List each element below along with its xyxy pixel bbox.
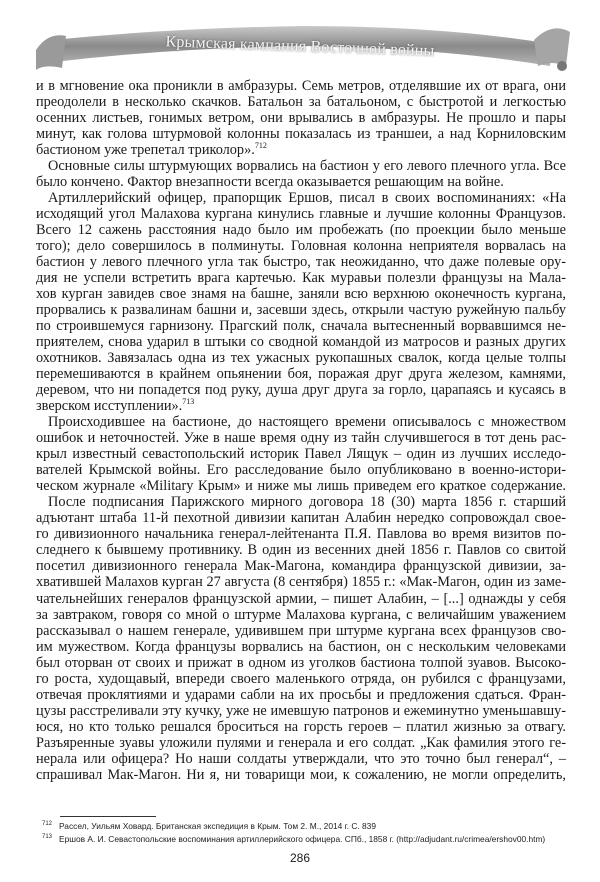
text-line: [36, 78, 566, 94]
text-line-content: Происходившее на бастионе, до настоящего времени описывалось с множеством: [48, 414, 566, 431]
text-line: [36, 302, 566, 318]
text-line-content: за завтраком, говоря со мной о штурме Малахова кургана, с величайшим уважением: [36, 606, 566, 623]
text-line-content: Артиллерийский офицер, прапорщик Ершов, писал в своих воспоминаниях: «На: [48, 190, 566, 207]
text-line: [36, 190, 566, 206]
text-line-content: хов курган завидев свое знамя на башне, заняли всю верхнюю оконечность кургана,: [36, 286, 566, 303]
text-line-content: охотников. Завязалась одна из тех ужасных рукопашных свалок, когда целые толпы: [36, 350, 566, 367]
text-line: [36, 671, 566, 687]
text-line: [36, 158, 566, 174]
text-line: [36, 382, 566, 398]
text-line: [36, 510, 566, 526]
text-line-content: по строившемуся гарнизону. Прагский полк, сначала вытесненный ворвавшимся не-: [36, 318, 566, 335]
text-line: [36, 254, 566, 270]
footnote-713: [42, 834, 545, 844]
footnote-number: 713: [42, 834, 53, 840]
header-ribbon: [22, 10, 578, 72]
page-number: 286: [289, 851, 311, 865]
text-line: [36, 110, 566, 126]
text-line: [36, 767, 566, 783]
running-header-title: Крымская кампания Восточной войны: [165, 33, 435, 60]
text-line: [36, 286, 566, 302]
text-line-content: перемешиваются в крайнем опьянении боя, поражая друг друга железом, камнями,: [36, 366, 566, 383]
text-line-content: приятелем, снова ударил в штыки со сводной командой из матросов и разных других: [36, 334, 566, 351]
text-line-content: зверском исступлении».: [36, 398, 183, 415]
text-line: [36, 366, 566, 382]
paragraph: [36, 414, 566, 494]
text-line-content: го роста, худощавый, впереди своего маленького отряда, он рубился с французами,: [36, 670, 566, 687]
paragraph: [36, 158, 566, 190]
text-line: [36, 270, 566, 286]
text-line-content: и в мгновение ока проникли в амбразуры. Семь метров, отделявшие их от врага, они: [36, 78, 566, 94]
text-line-content: того); дело совершилось в полминуты. Головная колонна неприятеля ворвалась на: [36, 238, 566, 255]
footnote-text: Рассел, Уильям Ховард. Британская экспедиция в Крым. Том 2. М., 2014 г. С. 839: [59, 821, 376, 831]
body-text: [36, 78, 566, 783]
text-line-content: следнего к бывшему противнику. В один из весенних дней 1856 г. Павлов со свитой: [36, 542, 566, 559]
text-line: [36, 238, 566, 254]
text-line-content: бастионом уже трепетал триколор».: [36, 142, 255, 159]
text-line: [36, 735, 566, 751]
text-line-content: посетил дивизионного генерала Мак-Магона, командира французской дивизии, за-: [36, 558, 566, 575]
text-line: [36, 494, 566, 510]
text-line-content: вателей Крымской войны. Его расследование было опубликовано в военно-истори-: [36, 462, 566, 479]
text-line-content: цузы расстреливали эту кучку, уже не имевшую патронов и ежеминутно уменьшавшу-: [36, 702, 566, 719]
text-line-content: го дивизионного начальника генерал-лейтенанта П.Я. Павлова во время визитов по-: [36, 526, 566, 543]
text-line-content: преодолели в несколько скачков. Батальон за батальоном, с быстротой и легкостью: [36, 94, 566, 111]
text-line-content: бастион у левого плечного угла так быстро, так неожиданно, что даже полевые ору-: [36, 254, 566, 271]
text-line-content: осенних листьев, гонимых ветром, они врывались в амбразуры. Не прошло и пары: [36, 110, 566, 127]
text-line: [36, 607, 566, 623]
text-line: [36, 222, 566, 238]
text-line: [36, 655, 566, 671]
text-line-content: чательнейших генералов французской армии, – пишет Алабин, – [...] однажды у себя: [36, 590, 566, 607]
text-line: [36, 623, 566, 639]
text-line: [36, 639, 566, 655]
paragraph: [36, 190, 566, 414]
footnote-712: [42, 821, 376, 831]
text-line: [36, 574, 566, 590]
text-line: [36, 446, 566, 462]
text-line: [36, 430, 566, 446]
text-line: [36, 334, 566, 350]
text-line-content: было кончено. Фактор внезапности всегда оказывается решающим на войне.: [36, 174, 504, 191]
text-line: [36, 558, 566, 574]
footnote-reference[interactable]: 713: [182, 397, 195, 407]
footnote-text: Ершов А. И. Севастопольские воспоминания артиллерийского офицера. СПб., 1858 г. (http://adjudant.ru/crimea/ershov00.htm): [59, 834, 546, 844]
text-line: [36, 719, 566, 735]
text-line-content: прорвались к развалинам башни и, засевши здесь, открыли частую ружейную пальбу: [36, 302, 566, 319]
text-line-content: им мужеством. Когда французы ворвались на бастион, он с нескольким человеками: [36, 638, 566, 655]
paragraph: [36, 78, 566, 158]
text-line: [36, 751, 566, 767]
paragraph: [36, 494, 566, 782]
footnote-divider: [60, 816, 156, 817]
text-line-content: отвечая проклятиями и ударами сабли на их просьбы и предложения сдаться. Фран-: [36, 686, 566, 703]
text-line-content: спрашивал Мак-Магон. Ни я, ни товарищи мои, к сожалению, не могли определить,: [36, 766, 566, 783]
text-line: [36, 206, 566, 222]
text-line-content: Разъяренные зуавы уложили пулями и генерала и его солдат. „Как фамилия этого ге-: [36, 734, 566, 751]
text-line-content: адъютант штаба 11-й пехотной дивизии капитан Алабин нередко сопровождал свое-: [36, 510, 566, 527]
text-line: [36, 126, 566, 142]
text-line-content: Всего 12 сажень расстояния надо было им пробежать (по проекции было меньше: [36, 222, 566, 239]
text-line-content: После подписания Парижского мирного договора 18 (30) марта 1856 г. старший: [48, 494, 566, 511]
text-line-content: Основные силы штурмующих ворвались на бастион у его левого плечного угла. Все: [48, 158, 566, 175]
text-line: [36, 526, 566, 542]
text-line: [36, 542, 566, 558]
text-line: [36, 462, 566, 478]
text-line-content: рассказывал о нашем генерале, удивившем при штурме кургана всех французов сво-: [36, 622, 566, 639]
footnote-reference[interactable]: 712: [254, 141, 267, 151]
text-line: [36, 591, 566, 607]
text-line-content: хватившей Малахов курган 27 августа (8 сентября) 1855 г.: «Мак-Магон, один из заме-: [36, 574, 566, 591]
text-line-content: юся, но кто только решался броситься на горсть героев – платил жизнью за отвагу.: [36, 718, 566, 735]
text-line-content: ческом журнале «Military Крым» и ниже мы лишь приведем его краткое содержание.: [36, 478, 566, 495]
text-line: [36, 94, 566, 110]
text-line-content: дия не успели встретить врага картечью. Как муравьи полезли французы на Мала-: [36, 270, 566, 287]
text-line: [36, 414, 566, 430]
text-line: [36, 687, 566, 703]
text-line-content: ошибок и неточностей. Уже в наше время одну из тайн случившегося в тот день рас-: [36, 430, 566, 447]
text-line: [36, 174, 566, 190]
text-line-content: деревом, что ни попадется под руку, душа друг друга за горло, царапаясь и кусаясь в: [36, 382, 566, 399]
text-line-content: крыл известный севастопольский историк Павел Лящук – один из лучших исследо-: [36, 446, 566, 463]
text-line-content: исходящий угол Малахова кургана кинулись главные и лучшие колонны Французов.: [36, 206, 566, 223]
text-line-content: был оторван от своих и прижат в одном из уголков бастиона толпой зуавов. Высоко-: [36, 654, 566, 671]
text-line: [36, 350, 566, 366]
text-line-content: минут, как голова штурмовой колонны показалась из траншеи, а над Корниловским: [36, 126, 566, 143]
text-line: [36, 398, 566, 414]
text-line-content: нерала или офицера? Но наши солдаты утверждали, что это точно был генерал“, –: [36, 750, 566, 767]
text-line: [36, 703, 566, 719]
text-line: [36, 318, 566, 334]
footnote-number: 712: [42, 821, 53, 827]
text-line: [36, 478, 566, 494]
text-line: [36, 142, 566, 158]
